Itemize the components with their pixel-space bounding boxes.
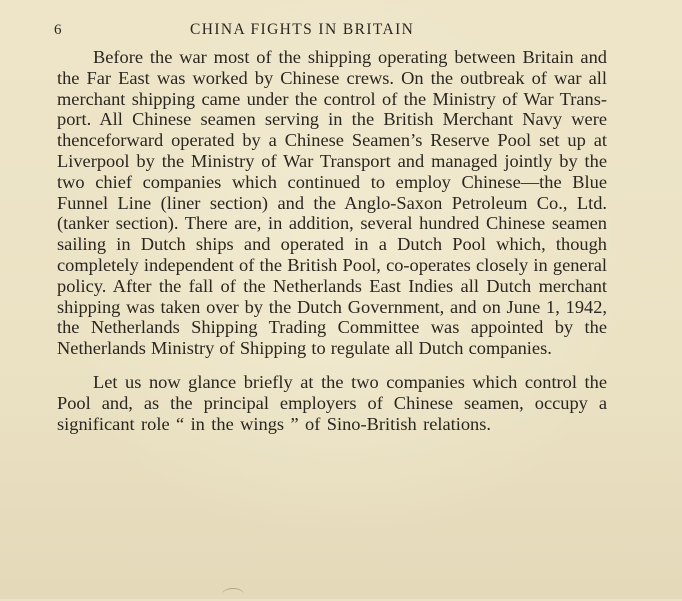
paragraph-1: Before the war most of the shipping operating between Britain and the Far East was worked by Chinese crews. On the outbreak of war all merchant shipping came under the control of the Ministry of War Transport. All Chinese seamen serving in the British Merchant Navy were thenceforward operated by a Chinese Seamen’s Reserve Pool set up at Liverpool by the Ministry of War Transport and managed jointly by the two chief companies which continued to employ Chinese—the Blue Funnel Line (liner section) and the Anglo-Saxon Petroleum Co., Ltd. (tanker section). There are, in addition, several hundred Chinese seamen sailing in Dutch ships and operated in a Dutch Pool which, though completely independent of the British Pool, co-operates closely in general policy. After the fall of the Netherlands East Indies all Dutch merchant shipping was taken over by the Dutch Government, and on June 1, 1942, the Netherlands Shipping Trading Committee was appointed by the Netherlands Ministry of Shipping to regulate all Dutch companies. <box>57 47 607 359</box>
body-text <box>57 47 607 434</box>
paragraph-2: Let us now glance briefly at the two companies which control the Pool and, as the principal employers of Chinese seamen, occupy a significant role “ in the wings ” of Sino-British relations. <box>57 371 607 434</box>
running-head: CHINA FIGHTS IN BRITAIN <box>190 21 415 38</box>
page-number: 6 <box>54 22 62 38</box>
paper-mark <box>222 588 244 601</box>
